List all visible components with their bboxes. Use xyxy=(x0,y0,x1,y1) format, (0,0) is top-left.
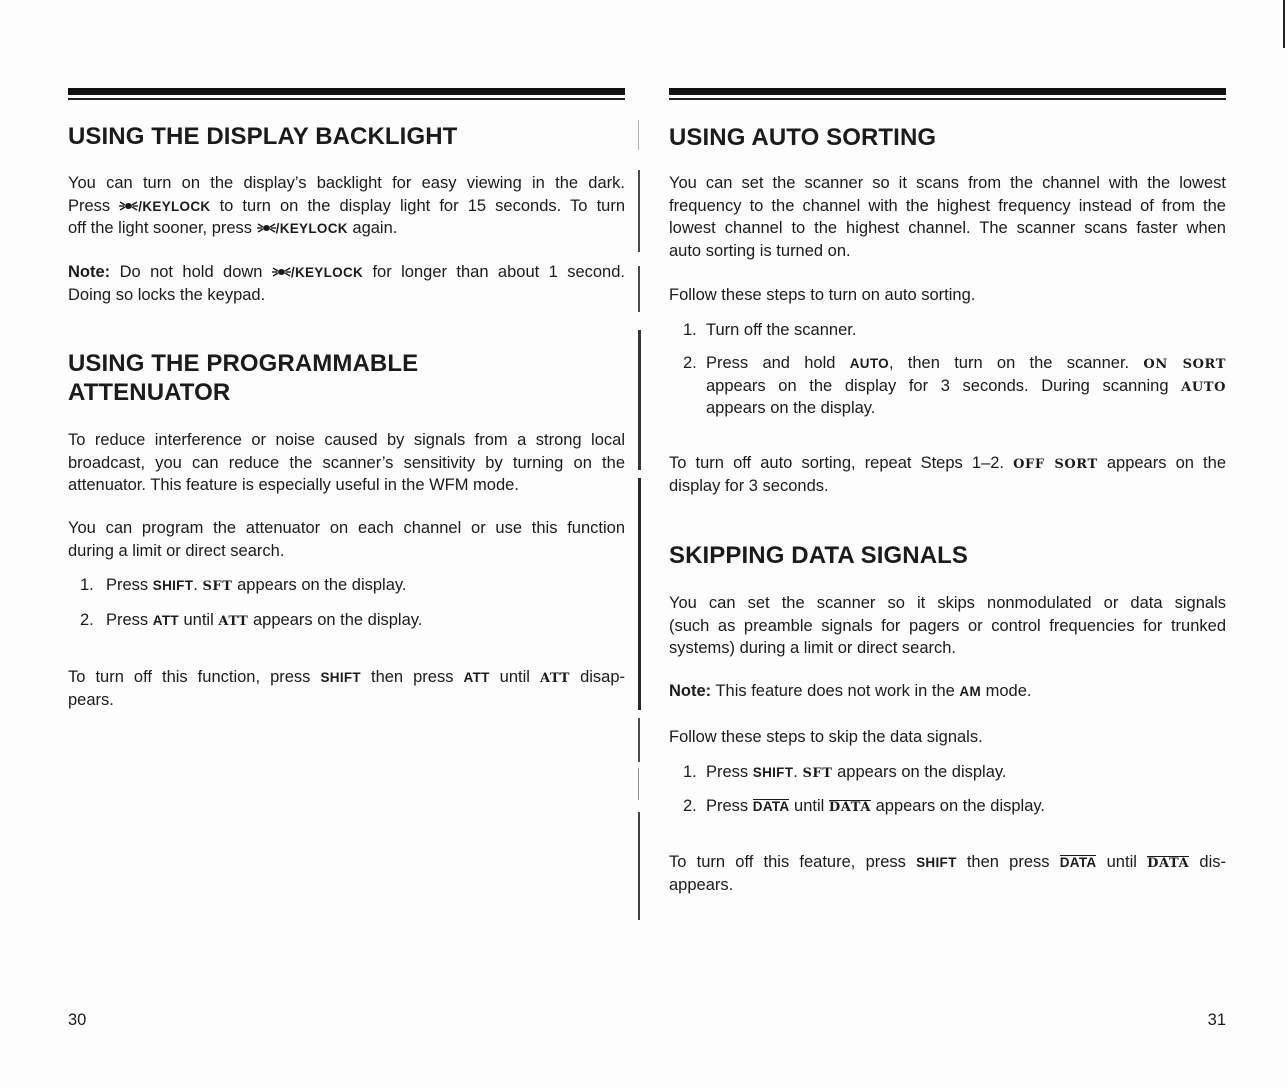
text-line xyxy=(68,172,625,195)
list-number: 2. xyxy=(683,797,697,815)
key-label: ATT xyxy=(152,613,179,628)
text-segment: SKIPPING DATA SIGNALS xyxy=(669,542,969,569)
list-item-text xyxy=(706,761,1007,784)
binding-gutter-line xyxy=(638,768,639,800)
left-page xyxy=(68,0,625,1088)
line-content xyxy=(68,122,457,151)
key-label: SHIFT xyxy=(320,670,361,685)
right-page xyxy=(669,0,1226,1088)
text-segment: until xyxy=(489,668,540,686)
text-segment: again. xyxy=(347,219,398,237)
display-text-overlined: DATA xyxy=(828,800,872,815)
line-content xyxy=(669,592,1226,615)
line-content xyxy=(706,352,1226,377)
light-icon xyxy=(257,218,276,230)
line-content xyxy=(106,574,407,599)
text-segment: Press xyxy=(68,196,120,215)
key-label: /KEYLOCK xyxy=(290,265,364,280)
text-segment: , then turn on the scanner. xyxy=(888,354,1144,372)
key-label: SHIFT xyxy=(916,855,957,870)
text-segment: mode. xyxy=(981,682,1032,700)
line-content xyxy=(669,726,983,749)
text-segment: broadcast, you can reduce the scanner’s sensitivity by turning on the xyxy=(68,453,625,472)
binding-gutter-line xyxy=(638,812,640,920)
line-content xyxy=(68,378,230,407)
paragraph xyxy=(669,284,1226,307)
paragraph xyxy=(669,452,1226,497)
text-line xyxy=(68,217,625,240)
text-segment: appears on the display for 3 seconds. During scanning xyxy=(706,376,1182,395)
top-rule-thin xyxy=(68,98,625,100)
text-segment: until xyxy=(789,797,829,815)
light-icon xyxy=(119,196,138,208)
line-content xyxy=(669,172,1226,195)
display-text: OFF SORT xyxy=(1013,457,1098,472)
text-line xyxy=(106,609,422,632)
text-line xyxy=(68,284,625,307)
display-text-overlined: DATA xyxy=(1147,856,1190,871)
text-segment: appears on the xyxy=(1097,454,1226,472)
key-label: /KEYLOCK xyxy=(138,198,211,214)
display-text: ATT xyxy=(218,614,249,629)
text-segment: then press xyxy=(956,853,1060,871)
text-line xyxy=(669,726,1226,749)
text-segment: Follow these steps to turn on auto sorting. xyxy=(669,286,976,304)
text-segment: You can set the scanner so it scans from the channel with the lowest xyxy=(669,174,1226,192)
display-text: ATT xyxy=(539,671,571,686)
line-content xyxy=(68,540,284,563)
text-segment: attenuator. This feature is especially useful in the WFM mode. xyxy=(68,476,519,494)
line-content xyxy=(669,637,956,660)
line-content xyxy=(669,284,975,307)
text-line xyxy=(669,592,1226,615)
line-content xyxy=(68,217,397,241)
text-segment: systems) during a limit or direct search. xyxy=(669,639,957,657)
line-content xyxy=(669,217,1226,240)
text-line xyxy=(68,195,625,218)
line-content xyxy=(669,475,829,498)
text-segment: for longer than about 1 second. xyxy=(363,263,625,281)
line-content xyxy=(669,452,1226,477)
text-segment: appears. xyxy=(669,875,734,894)
line-content xyxy=(68,452,625,475)
text-line xyxy=(706,352,1226,375)
key-label: AUTO xyxy=(849,356,889,371)
line-content xyxy=(669,851,1226,875)
line-content xyxy=(669,874,733,897)
text-segment: then press xyxy=(360,668,464,686)
text-segment: until xyxy=(178,611,219,629)
text-segment: during a limit or direct search. xyxy=(68,541,285,560)
line-content xyxy=(706,795,1045,818)
binding-gutter-line xyxy=(638,170,640,252)
line-content xyxy=(669,240,851,263)
text-line xyxy=(68,261,625,284)
text-segment: Do not hold down xyxy=(110,263,272,281)
text-segment: (such as preamble signals for pagers or control frequencies for trunked xyxy=(669,616,1226,635)
paragraph xyxy=(68,517,625,562)
paragraph xyxy=(669,726,1226,749)
text-line xyxy=(706,761,1007,784)
text-segment: appears on the display. xyxy=(232,576,407,594)
top-rule-thick xyxy=(669,88,1226,95)
text-segment: To turn off this function, press xyxy=(68,668,321,686)
line-content xyxy=(669,680,1031,704)
text-segment: Press xyxy=(706,763,753,781)
text-line xyxy=(669,123,1226,152)
text-line xyxy=(68,122,625,151)
text-line xyxy=(706,795,1045,818)
text-line xyxy=(669,615,1226,638)
line-content xyxy=(706,397,875,420)
text-segment: To turn off auto sorting, repeat Steps 1–2. xyxy=(669,454,1014,472)
text-line xyxy=(68,666,625,689)
note-label: Note: xyxy=(669,682,712,700)
paragraph xyxy=(68,261,625,306)
text-segment: Press xyxy=(706,797,753,815)
list-number: 2. xyxy=(683,354,697,372)
text-line xyxy=(68,452,625,475)
text-line xyxy=(706,375,1226,398)
binding-gutter-line xyxy=(638,120,639,150)
text-segment: . xyxy=(193,576,203,594)
text-line xyxy=(706,397,1226,420)
text-segment: lowest channel to the highest channel. The scanner scans faster when xyxy=(669,219,1226,237)
key-label-overlined: DATA xyxy=(752,799,790,814)
line-content xyxy=(669,195,1226,218)
text-segment: appears on the display. xyxy=(706,399,876,417)
display-text: SFT xyxy=(202,579,233,594)
binding-gutter-line xyxy=(638,266,640,312)
text-segment: frequency to the channel with the highest frequency instead of from the xyxy=(669,196,1226,215)
text-segment: appears on the display. xyxy=(832,763,1007,781)
list-item-text xyxy=(106,609,422,632)
list-item-text xyxy=(106,574,407,597)
paragraph xyxy=(68,666,625,711)
text-segment: display for 3 seconds. xyxy=(669,476,829,495)
list-number: 1. xyxy=(80,576,94,594)
text-segment: dis- xyxy=(1189,853,1227,871)
text-line xyxy=(68,349,625,378)
line-content xyxy=(68,666,625,691)
binding-gutter-line xyxy=(638,330,641,470)
key-label: SHIFT xyxy=(152,578,194,593)
display-text: ON SORT xyxy=(1143,357,1226,372)
key-label: SHIFT xyxy=(752,765,794,780)
text-segment: Follow these steps to skip the data signals. xyxy=(669,728,983,746)
line-content xyxy=(706,761,1007,786)
text-line xyxy=(68,517,625,540)
text-line xyxy=(669,637,1226,660)
text-segment: appears on the display. xyxy=(871,797,1045,815)
text-segment: ATTENUATOR xyxy=(68,379,231,406)
text-segment: off the light sooner, press xyxy=(68,219,257,237)
text-line xyxy=(669,874,1226,897)
list-item-text xyxy=(706,352,1226,420)
text-line xyxy=(706,319,856,342)
top-rule-thin xyxy=(669,98,1226,100)
text-segment: To reduce interference or noise caused by signals from a strong local xyxy=(68,431,625,449)
binding-gutter-line xyxy=(638,478,641,710)
text-line xyxy=(68,378,625,407)
note-label: Note: xyxy=(68,263,111,281)
paragraph xyxy=(669,592,1226,660)
line-content xyxy=(68,349,418,378)
light-icon xyxy=(272,262,291,274)
text-segment: disap- xyxy=(570,668,626,686)
line-content xyxy=(68,172,625,195)
text-line xyxy=(669,217,1226,240)
line-content xyxy=(669,615,1226,638)
display-text: SFT xyxy=(802,766,833,781)
scan-edge-mark xyxy=(1283,0,1285,48)
text-segment: You can turn on the display’s backlight for easy viewing in the dark. xyxy=(68,174,625,192)
line-content xyxy=(669,123,936,152)
paragraph xyxy=(669,851,1226,896)
text-segment: to turn on the display light for 15 seconds. To turn xyxy=(210,196,626,215)
paragraph xyxy=(68,429,625,497)
text-segment: You can program the attenuator on each channel or use this function xyxy=(68,519,625,537)
text-line xyxy=(68,689,625,712)
key-label-overlined: DATA xyxy=(1059,855,1097,870)
text-segment: USING THE DISPLAY BACKLIGHT xyxy=(68,123,458,150)
text-line xyxy=(669,172,1226,195)
paragraph xyxy=(669,680,1226,703)
text-line xyxy=(669,452,1226,475)
text-segment: until xyxy=(1096,853,1148,871)
text-segment: Turn off the scanner. xyxy=(706,321,857,339)
text-line xyxy=(669,195,1226,218)
text-segment: You can set the scanner so it skips nonmodulated or data signals xyxy=(669,594,1226,612)
text-segment: auto sorting is turned on. xyxy=(669,241,851,260)
text-line xyxy=(669,851,1226,874)
line-content xyxy=(68,284,265,307)
list-number: 1. xyxy=(683,763,697,781)
line-content xyxy=(706,375,1226,400)
list-item-text xyxy=(706,319,856,342)
display-text: AUTO xyxy=(1181,379,1226,395)
text-segment: USING THE PROGRAMMABLE xyxy=(68,350,419,377)
text-line xyxy=(106,574,407,597)
text-line xyxy=(68,429,625,452)
text-segment: Doing so locks the keypad. xyxy=(68,285,266,304)
page-number: 31 xyxy=(1207,1011,1226,1029)
text-segment: Press and hold xyxy=(706,354,850,372)
text-segment: USING AUTO SORTING xyxy=(669,124,937,151)
line-content xyxy=(68,261,625,285)
line-content xyxy=(68,689,114,712)
page-number: 30 xyxy=(68,1011,87,1029)
text-line xyxy=(68,540,625,563)
binding-gutter-line xyxy=(638,718,640,762)
line-content xyxy=(68,474,519,497)
key-label: AM xyxy=(959,684,982,699)
section-heading xyxy=(669,123,1226,152)
paragraph xyxy=(68,172,625,240)
text-line xyxy=(68,474,625,497)
top-rule-thick xyxy=(68,88,625,95)
line-content xyxy=(68,517,625,540)
section-heading xyxy=(68,122,625,151)
section-heading xyxy=(669,541,1226,570)
text-line xyxy=(669,680,1226,703)
list-number: 1. xyxy=(683,321,697,339)
text-line xyxy=(669,240,1226,263)
text-segment: appears on the display. xyxy=(248,611,423,629)
text-line xyxy=(669,475,1226,498)
text-line xyxy=(669,284,1226,307)
text-segment: This feature does not work in the xyxy=(711,682,960,700)
section-heading xyxy=(68,349,625,407)
key-label: /KEYLOCK xyxy=(275,221,348,236)
text-segment: Press xyxy=(106,611,153,629)
text-segment: . xyxy=(793,763,803,781)
line-content xyxy=(68,195,625,219)
line-content xyxy=(106,609,422,634)
text-segment: Press xyxy=(106,576,153,594)
line-content xyxy=(68,429,625,452)
text-segment: To turn off this feature, press xyxy=(669,853,917,871)
paragraph xyxy=(669,172,1226,262)
list-item-text xyxy=(706,795,1045,818)
text-segment: pears. xyxy=(68,690,114,709)
line-content xyxy=(706,319,856,342)
key-label: ATT xyxy=(463,670,490,685)
line-content xyxy=(669,541,968,570)
text-line xyxy=(669,541,1226,570)
list-number: 2. xyxy=(80,611,94,629)
